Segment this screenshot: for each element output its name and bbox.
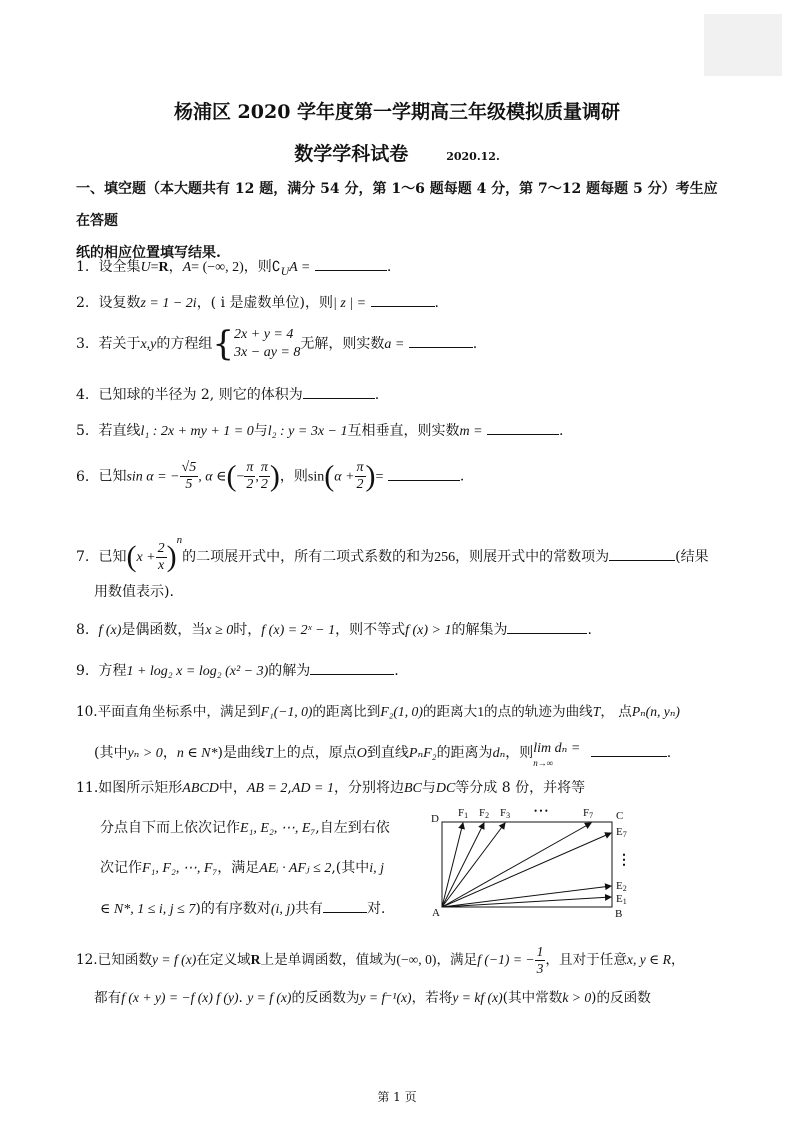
question-number: 9. [76, 663, 90, 679]
math: f (x) = 2ˣ − 1 [261, 623, 336, 638]
math: DC [435, 781, 456, 796]
numerator: π [246, 460, 254, 475]
equation-system [234, 326, 300, 362]
math: (−∞, 0) [396, 952, 437, 967]
math: F₁(−1, 0) [260, 704, 313, 719]
q-text: 共有 [294, 901, 323, 917]
q-text: 互相垂直，则实数 [347, 423, 460, 439]
math: U [280, 264, 290, 278]
label-f3: F3 [500, 807, 511, 820]
math: lim dₙ = [533, 741, 581, 756]
math: l₁ : 2x + my + 1 = 0 [140, 424, 254, 439]
paren: ) [166, 540, 177, 573]
vector-ae1 [442, 897, 611, 907]
vector-af2 [442, 823, 484, 907]
math: y = f (x) [152, 952, 197, 967]
question-10-cont [94, 742, 754, 770]
q-text: (其中常数 [502, 990, 563, 1006]
q-text: 与 [253, 423, 268, 439]
q-text: 无解，则实数 [300, 336, 385, 352]
math: x ≥ 0 [205, 623, 234, 638]
math: y = f (x) [247, 990, 292, 1005]
question-9 [76, 660, 736, 682]
q-text: (其中 [94, 745, 128, 761]
answer-blank[interactable] [487, 420, 559, 435]
question-number: 2. [76, 295, 90, 311]
math: x + [136, 550, 156, 565]
math: f (−1) = − [477, 952, 535, 967]
numerator: π [260, 460, 268, 475]
math: 1 [477, 704, 485, 719]
corner-shade [704, 14, 782, 76]
q-text: . [238, 990, 243, 1006]
q-text: ,自左到右依 [315, 820, 390, 836]
q-text: 设全集 [98, 259, 141, 275]
vector-af3 [442, 823, 505, 907]
math: ∈ N*, 1 ≤ i, j ≤ 7 [100, 902, 196, 917]
q-text: 的反函数为 [291, 990, 360, 1006]
math: O [356, 746, 367, 761]
answer-blank[interactable] [315, 256, 387, 271]
q-text: 已知 [98, 468, 127, 485]
q-text: ，若将 [411, 990, 453, 1006]
math: | z | = [333, 296, 367, 311]
math: y = kf (x) [452, 990, 503, 1005]
answer-blank[interactable] [371, 292, 435, 307]
denominator: 2 [246, 477, 254, 492]
q-text: 已知函数 [97, 952, 152, 968]
math: dₙ [492, 746, 506, 761]
q-text: 的解集为 [451, 622, 508, 638]
q-text: 分点自下而上依次记作 [100, 820, 240, 836]
math: , [255, 469, 259, 485]
q-text: . [394, 663, 399, 679]
q-text: ， [670, 952, 685, 968]
question-12-cont [94, 988, 754, 1008]
math: 1 + log₂ x = log₂ (x² − 3) [126, 664, 269, 679]
math: F₂(1, 0) [380, 704, 423, 719]
q-text: ， [162, 745, 177, 761]
numerator: π [356, 460, 364, 475]
label-d: D [431, 813, 439, 825]
equation: 3x − ay = 8 [234, 345, 301, 360]
q-text: . [666, 745, 672, 761]
math: f (x + y) = −f (x) f (y) [121, 990, 239, 1005]
math: α + [334, 469, 355, 485]
vector-af7 [442, 823, 591, 907]
exponent: n [176, 534, 183, 546]
q-text: 时， [233, 622, 262, 638]
q-text: 若关于 [98, 336, 141, 352]
denominator: 5 [185, 477, 193, 492]
question-number: 7. [76, 549, 90, 565]
q-text: . [587, 622, 592, 638]
section-heading-line1: 一、填空题（本大题共有 12 题，满分 54 分，第 1～6 题每题 4 分，第 7～12 题每题 5 分）考生应在答题 [76, 181, 718, 229]
label-c: C [616, 810, 624, 822]
q-text: ，则 [279, 468, 308, 485]
answer-blank[interactable] [310, 660, 394, 675]
q-text: 是偶函数，当 [121, 622, 206, 638]
question-number: 10. [76, 704, 98, 720]
answer-blank[interactable] [609, 546, 675, 561]
q-text: ，则 [505, 745, 534, 761]
q-text: 等分成 8 份，并将等 [455, 780, 586, 796]
q-text: ，则展开式中的常数项为 [455, 549, 610, 565]
answer-blank[interactable] [507, 619, 587, 634]
rectangle-abcd [442, 822, 612, 907]
denominator: 2 [260, 477, 268, 492]
math: n ∈ N* [176, 746, 218, 761]
q-text: . [386, 259, 392, 275]
q-text: ，( i 是虚数单位)，则 [196, 295, 333, 311]
math: = [150, 260, 159, 275]
math: y = f⁻¹(x) [359, 990, 412, 1005]
math: U [140, 260, 151, 275]
question-5 [76, 420, 736, 442]
q-text: 的距离为 [436, 745, 493, 761]
question-6 [76, 460, 736, 493]
q-text: . [374, 387, 380, 403]
math: Pₙ(n, yₙ) [631, 704, 680, 719]
q-text: ，则不等式 [335, 622, 406, 638]
vector-ae7 [442, 833, 611, 907]
q-text: 的点的轨迹为曲线 [484, 704, 593, 720]
q-text: 的二项展开式中，所有二项式系数的和为 [182, 549, 435, 565]
fraction [259, 460, 270, 493]
q-text: 用数值表示). [94, 584, 174, 600]
q-text: 平面直角坐标系中，满足到 [97, 704, 261, 720]
q-text: 如图所示矩形 [98, 780, 183, 796]
label-f2: F2 [479, 807, 490, 820]
equation: 2x + y = 4 [234, 327, 294, 342]
q-text: 的距离比到 [312, 704, 381, 720]
math: = [375, 469, 384, 485]
math: − [236, 469, 245, 485]
numerator: √5 [181, 460, 197, 475]
q-text: 中， [218, 780, 247, 796]
q-text: ,(其中 [331, 860, 370, 876]
q-text: 在定义域 [196, 952, 251, 968]
q-text: 已知 [98, 549, 127, 565]
question-4 [76, 384, 736, 405]
math: ABCD [182, 781, 219, 796]
math: i, j [369, 861, 385, 876]
limit-expression [533, 742, 580, 770]
math: sin [307, 469, 325, 485]
q-text: 次记作 [100, 860, 142, 876]
answer-blank[interactable] [303, 384, 375, 399]
paren: ( [226, 459, 237, 493]
denominator: 3 [536, 961, 544, 976]
question-number: 5. [76, 423, 90, 439]
q-text: (结果 [675, 549, 709, 565]
q-text: . [434, 295, 439, 311]
math: a = [384, 337, 405, 352]
question-number: 8. [76, 622, 90, 638]
q-text: 与 [421, 780, 436, 796]
paren: ( [126, 540, 137, 573]
math: (i, j) [270, 902, 295, 917]
q-text: 对. [366, 901, 386, 917]
label-f7: F7 [583, 807, 594, 820]
math: x,y [140, 337, 157, 352]
exam-date: 2020.12. [446, 150, 500, 163]
fraction [355, 460, 366, 493]
math: AB = 2 [246, 781, 288, 796]
q-text: 上是单调函数，值域为 [260, 952, 397, 968]
q-text: 都有 [94, 990, 122, 1006]
q-text: . [472, 336, 478, 352]
math: f (x) [98, 623, 122, 638]
answer-blank[interactable] [591, 742, 667, 757]
q-text: ，满足 [217, 860, 260, 876]
question-12 [76, 944, 736, 977]
q-text: 的方程组 [156, 336, 213, 352]
q-text: )是曲线 [217, 745, 265, 761]
q-text: 到直线 [366, 745, 409, 761]
label-f1: F1 [458, 807, 469, 820]
question-2 [76, 292, 736, 314]
page-number: 第 1 页 [377, 1090, 417, 1104]
section-heading-line2: 纸的相应位置填写结果. [76, 245, 221, 261]
math: T [592, 704, 601, 719]
math: n→∞ [533, 758, 554, 768]
paren: ( [324, 459, 335, 493]
q-text: ， [168, 259, 183, 275]
question-number: 1. [76, 259, 90, 275]
label-b: B [615, 908, 623, 918]
fraction [180, 460, 199, 493]
question-3 [76, 326, 736, 362]
denominator: 2 [356, 477, 364, 492]
numerator: 1 [536, 944, 544, 959]
question-8 [76, 619, 736, 641]
math: A [182, 260, 192, 275]
question-number: 4. [76, 387, 90, 403]
q-text: ， 点 [600, 704, 632, 720]
math: BC [403, 781, 422, 796]
question-10 [76, 702, 736, 722]
label-dots: • • • [534, 806, 548, 816]
question-number: 12. [76, 952, 98, 968]
page-subtitle [0, 139, 794, 166]
fraction [244, 460, 255, 493]
label-e1: E1 [616, 893, 627, 906]
q-text: )的反函数 [591, 990, 651, 1006]
q-text: ，则 [243, 259, 272, 275]
denominator: x [158, 557, 165, 573]
question-7 [76, 530, 736, 574]
math: k > 0 [562, 990, 592, 1005]
vector-af1 [442, 823, 463, 907]
q-text: ，且对于任意 [545, 952, 627, 968]
question-1 [76, 256, 736, 282]
q-text: 设复数 [98, 295, 141, 311]
label-vdots: ⋮ [617, 853, 631, 868]
math: x, y ∈ R [626, 952, 671, 967]
question-number: 3. [76, 336, 90, 352]
q-text: , [287, 780, 292, 796]
math: yₙ > 0 [127, 746, 163, 761]
answer-blank[interactable] [388, 466, 460, 481]
vector-ae2 [442, 886, 611, 907]
math: z = 1 − 2i [140, 296, 197, 311]
q-text: 方程 [98, 663, 127, 679]
subject-title: 数学学科试卷 [294, 143, 409, 165]
math: f (x) > 1 [405, 623, 452, 638]
math: ∁ [271, 260, 281, 275]
math: A = [289, 260, 311, 275]
math: PₙF₂ [408, 746, 437, 761]
math: 256 [434, 550, 456, 565]
question-number: 11. [76, 780, 99, 796]
page-title: 杨浦区 2020 学年度第一学期高三年级模拟质量调研 [173, 101, 621, 123]
math: , α ∈ [198, 469, 227, 485]
math: F₁, F₂, ⋯, F₇ [142, 861, 218, 876]
q-text: 的解为 [268, 663, 311, 679]
question-7-cont [76, 582, 736, 602]
math: sin α = − [126, 469, 180, 485]
math: = (−∞, 2) [191, 260, 244, 275]
q-text: 已知球的半径为 2, 则它的体积为 [98, 387, 303, 403]
section-heading [76, 173, 726, 269]
paren: ) [365, 459, 376, 493]
q-text: 上的点，原点 [272, 745, 357, 761]
q-text: 的距离大 [422, 704, 478, 720]
question-11 [76, 778, 736, 799]
answer-blank[interactable] [323, 898, 367, 913]
q-text: ，分别将边 [333, 780, 404, 796]
brace: { [212, 324, 235, 364]
math: m = [459, 424, 483, 439]
numerator: 2 [157, 540, 165, 556]
math: R [158, 260, 169, 275]
rectangle-diagram [428, 806, 636, 918]
fraction [156, 541, 167, 574]
q-text: . [559, 423, 564, 439]
label-e2: E2 [616, 880, 627, 893]
q-text: . [459, 468, 465, 485]
q-text: 若直线 [98, 423, 141, 439]
math: l₂ : y = 3x − 1 [267, 424, 348, 439]
q-text: ，满足 [436, 952, 478, 968]
math: E₁, E₂, ⋯, E₇ [240, 821, 316, 836]
fraction [535, 944, 546, 977]
label-a: A [432, 907, 440, 918]
math: T [264, 746, 273, 761]
math: R [250, 952, 261, 967]
question-number: 6. [76, 468, 90, 485]
math: AD = 1 [291, 781, 334, 796]
paren: ) [269, 459, 280, 493]
math: AEᵢ · AFⱼ ≤ 2 [259, 861, 332, 876]
q-text: )的有序数对 [195, 901, 271, 917]
label-e7: E7 [616, 826, 627, 839]
answer-blank[interactable] [409, 333, 473, 348]
